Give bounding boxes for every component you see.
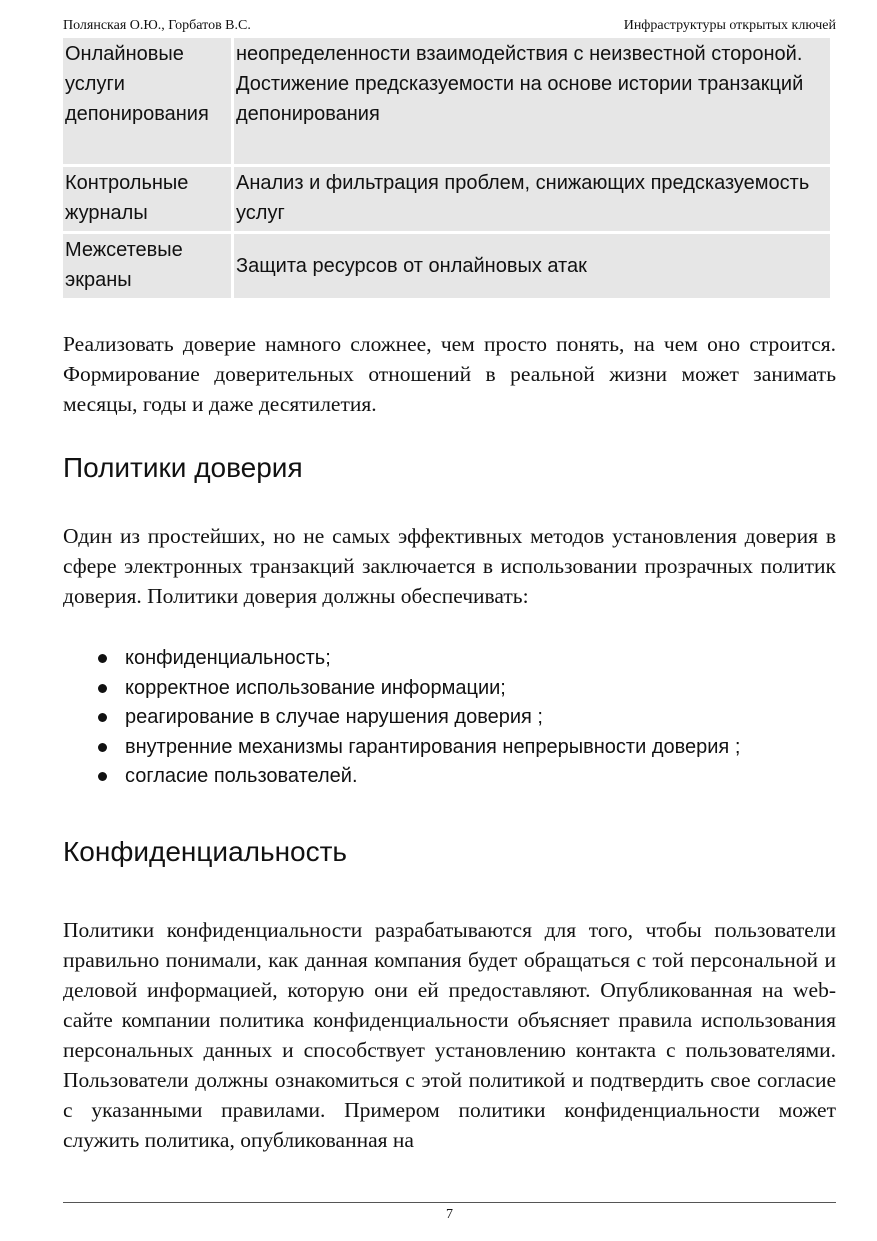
table-cell-description: неопределенности взаимодействия с неизвестной стороной. Достижение предсказуемости на основе истории транзакций депонирования [234, 38, 830, 164]
security-technologies-table [60, 35, 833, 301]
confidentiality-paragraph: Политики конфиденциальности разрабатываются для того, чтобы пользователи правильно понимали, как данная компания будет обращаться с той персональной и деловой информацией, которую они ей предоставляют. Опубликованная на web-сайте компании политика конфиденциальности объясняет правила использования персональных данных и способствует установлению контакта с пользователями. Пользователи должны ознакомиться с этой политикой и подтвердить свое согласие с указанными правилами. Примером политики конфиденциальности может служить политика, опубликованная на [63, 918, 836, 1152]
list-item-text: конфиденциальность; [125, 647, 331, 669]
trust-policies-paragraph: Один из простейших, но не самых эффективных методов установления доверия в сфере электронных транзакций заключается в использовании прозрачных политик доверия. Политики доверия должны обеспечивать: [63, 524, 836, 608]
list-item [63, 674, 740, 704]
bullet-icon [98, 772, 107, 781]
list-item [63, 762, 740, 792]
table-cell-description: Защита ресурсов от онлайновых атак [234, 234, 830, 298]
intro-paragraph: Реализовать доверие намного сложнее, чем просто понять, на чем оно строится. Формирование доверительных отношений в реальной жизни может занимать месяцы, годы и даже десятилетия. [63, 332, 836, 416]
list-item-text: реагирование в случае нарушения доверия ; [125, 706, 543, 728]
table-cell-name: Контрольные журналы [63, 167, 231, 231]
list-item-text: корректное использование информации; [125, 676, 506, 699]
list-item [63, 733, 740, 763]
table-cell-name: Онлайновые услуги депонирования [63, 38, 231, 164]
header-authors: Полянская О.Ю., Горбатов В.С. [63, 18, 251, 33]
trust-policy-requirements-list [63, 644, 740, 792]
list-item [63, 703, 740, 733]
table-cell-description: Анализ и фильтрация проблем, снижающих предсказуемость услуг [234, 167, 830, 231]
list-item [63, 644, 740, 674]
page-number: 7 [446, 1207, 453, 1222]
section-heading-trust-policies: Политики доверия [63, 452, 303, 483]
bullet-icon [98, 743, 107, 752]
table-row [63, 38, 830, 164]
table-row [63, 167, 830, 231]
running-header [63, 16, 836, 36]
table-row [63, 234, 830, 298]
bullet-icon [98, 713, 107, 722]
footer-divider [63, 1202, 836, 1203]
list-item-text: внутренние механизмы гарантирования непрерывности доверия ; [125, 735, 741, 758]
table-cell-name: Межсетевые экраны [63, 234, 231, 298]
section-heading-confidentiality: Конфиденциальность [63, 836, 348, 867]
bullet-icon [98, 684, 107, 693]
list-item-text: согласие пользователей. [125, 765, 358, 787]
header-book-title: Инфраструктуры открытых ключей [623, 18, 836, 33]
bullet-icon [98, 654, 107, 663]
